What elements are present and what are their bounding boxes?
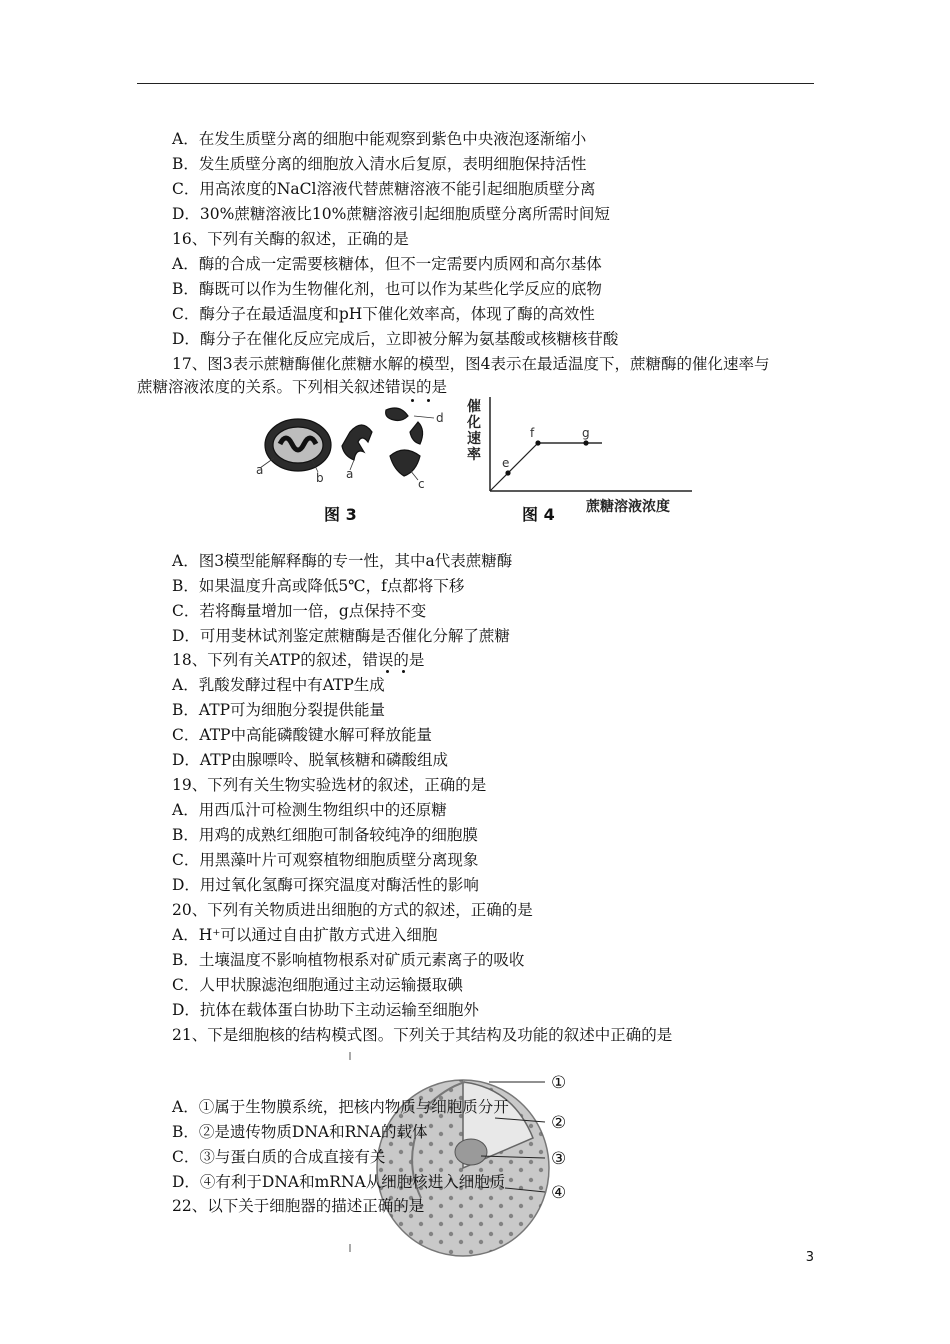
- label-e: e: [502, 456, 510, 470]
- option-20a: A．H⁺可以通过自由扩散方式进入细胞: [172, 926, 438, 944]
- option-18c: C．ATP中高能磷酸键水解可释放能量: [172, 726, 432, 744]
- option-20c: C．人甲状腺滤泡细胞通过主动运输摄取碘: [172, 976, 463, 994]
- point-f: [535, 440, 540, 445]
- option-19b: B．用鸡的成熟红细胞可制备较纯净的细胞膜: [172, 826, 478, 844]
- ylabel-4: 率: [467, 447, 481, 463]
- option-16b: B．酶既可以作为生物催化剂，也可以作为某些化学反应的底物: [172, 280, 602, 298]
- point-g: [583, 440, 588, 445]
- option-18b: B．ATP可为细胞分裂提供能量: [172, 701, 386, 719]
- option-21b: B．②是遗传物质DNA和RNA的载体: [172, 1123, 428, 1141]
- page-number: 3: [805, 1250, 814, 1265]
- emphasis-dot: [386, 670, 389, 673]
- marker-4: ④: [551, 1183, 567, 1203]
- option-19d: D．用过氧化氢酶可探究温度对酶活性的影响: [172, 876, 479, 894]
- header-rule: [137, 83, 814, 84]
- figure-3-label: 图 3: [324, 505, 357, 524]
- option-17b: B．如果温度升高或降低5℃，f点都将下移: [172, 577, 465, 595]
- question-16: 16、下列有关酶的叙述，正确的是: [172, 230, 409, 248]
- option-18d: D．ATP由腺嘌呤、脱氧核糖和磷酸组成: [172, 751, 449, 769]
- option-17d: D．可用斐林试剂鉴定蔗糖酶是否催化分解了蔗糖: [172, 627, 510, 645]
- question-17: 17、图3表示蔗糖酶催化蔗糖水解的模型，图4表示在最适温度下，蔗糖酶的催化速率与: [172, 355, 770, 373]
- option-21c: C．③与蛋白质的合成直接有关: [172, 1148, 386, 1166]
- label-a2: a: [346, 467, 354, 481]
- xlabel: 蔗糖溶液浓度: [586, 499, 670, 515]
- option-15d: D．30%蔗糖溶液比10%蔗糖溶液引起细胞质壁分离所需时间短: [172, 205, 610, 223]
- figure-4: [462, 395, 702, 520]
- marker-2: ②: [551, 1113, 567, 1133]
- label-g: g: [582, 426, 590, 440]
- option-21d: D．④有利于DNA和mRNA从细胞核进入细胞质: [172, 1173, 506, 1191]
- option-20d: D．抗体在载体蛋白协助下主动运输至细胞外: [172, 1001, 479, 1019]
- option-15a: A．在发生质壁分离的细胞中能观察到紫色中央液泡逐渐缩小: [172, 130, 587, 148]
- option-19a: A．用西瓜汁可检测生物组织中的还原糖: [172, 801, 447, 819]
- option-15c: C．用高浓度的NaCl溶液代替蔗糖溶液不能引起细胞质壁分离: [172, 180, 596, 198]
- question-20: 20、下列有关物质进出细胞的方式的叙述，正确的是: [172, 901, 533, 919]
- enzyme-substrate-complex: [265, 419, 331, 471]
- option-20b: B．土壤温度不影响植物根系对矿质元素离子的吸收: [172, 951, 525, 969]
- ylabel-1: 催: [467, 399, 481, 415]
- emphasis-dot: [402, 670, 405, 673]
- nucleolus: [455, 1139, 487, 1165]
- question-18: 18、下列有关ATP的叙述，错误的是: [172, 651, 425, 669]
- option-16c: C．酶分子在最适温度和pH下催化效率高，体现了酶的高效性: [172, 305, 595, 323]
- question-22: 22、以下关于细胞器的描述正确的是: [172, 1197, 425, 1215]
- marker-1: ①: [551, 1073, 567, 1093]
- option-19c: C．用黑藻叶片可观察植物细胞质壁分离现象: [172, 851, 479, 869]
- option-15b: B．发生质壁分离的细胞放入清水后复原，表明细胞保持活性: [172, 155, 587, 173]
- option-18a: A．乳酸发酵过程中有ATP生成: [172, 676, 385, 694]
- option-21a: A．①属于生物膜系统，把核内物质与细胞质分开: [172, 1098, 509, 1116]
- option-17a: A．图3模型能解释酶的专一性，其中a代表蔗糖酶: [172, 552, 513, 570]
- enzyme-after: [342, 408, 423, 476]
- label-b: b: [316, 471, 324, 485]
- point-e: [505, 470, 510, 475]
- option-16a: A．酶的合成一定需要核糖体，但不一定需要内质网和高尔基体: [172, 255, 602, 273]
- option-17c: C．若将酶量增加一倍，g点保持不变: [172, 602, 427, 620]
- question-21: 21、下是细胞核的结构模式图。下列关于其结构及功能的叙述中正确的是: [172, 1026, 673, 1044]
- label-f: f: [530, 426, 535, 440]
- question-19: 19、下列有关生物实验选材的叙述，正确的是: [172, 776, 487, 794]
- label-d: d: [436, 411, 444, 425]
- option-16d: D．酶分子在催化反应完成后，立即被分解为氨基酸或核糖核苷酸: [172, 330, 619, 348]
- question-17-cont: 蔗糖溶液浓度的关系。下列相关叙述错误的是: [137, 378, 448, 396]
- ylabel-2: 化: [467, 415, 481, 431]
- figure-4-label: 图 4: [522, 505, 555, 524]
- marker-3: ③: [551, 1149, 567, 1169]
- ylabel-3: 速: [467, 431, 481, 447]
- label-c: c: [418, 477, 425, 491]
- figure-3: [250, 400, 460, 495]
- label-a1: a: [256, 463, 264, 477]
